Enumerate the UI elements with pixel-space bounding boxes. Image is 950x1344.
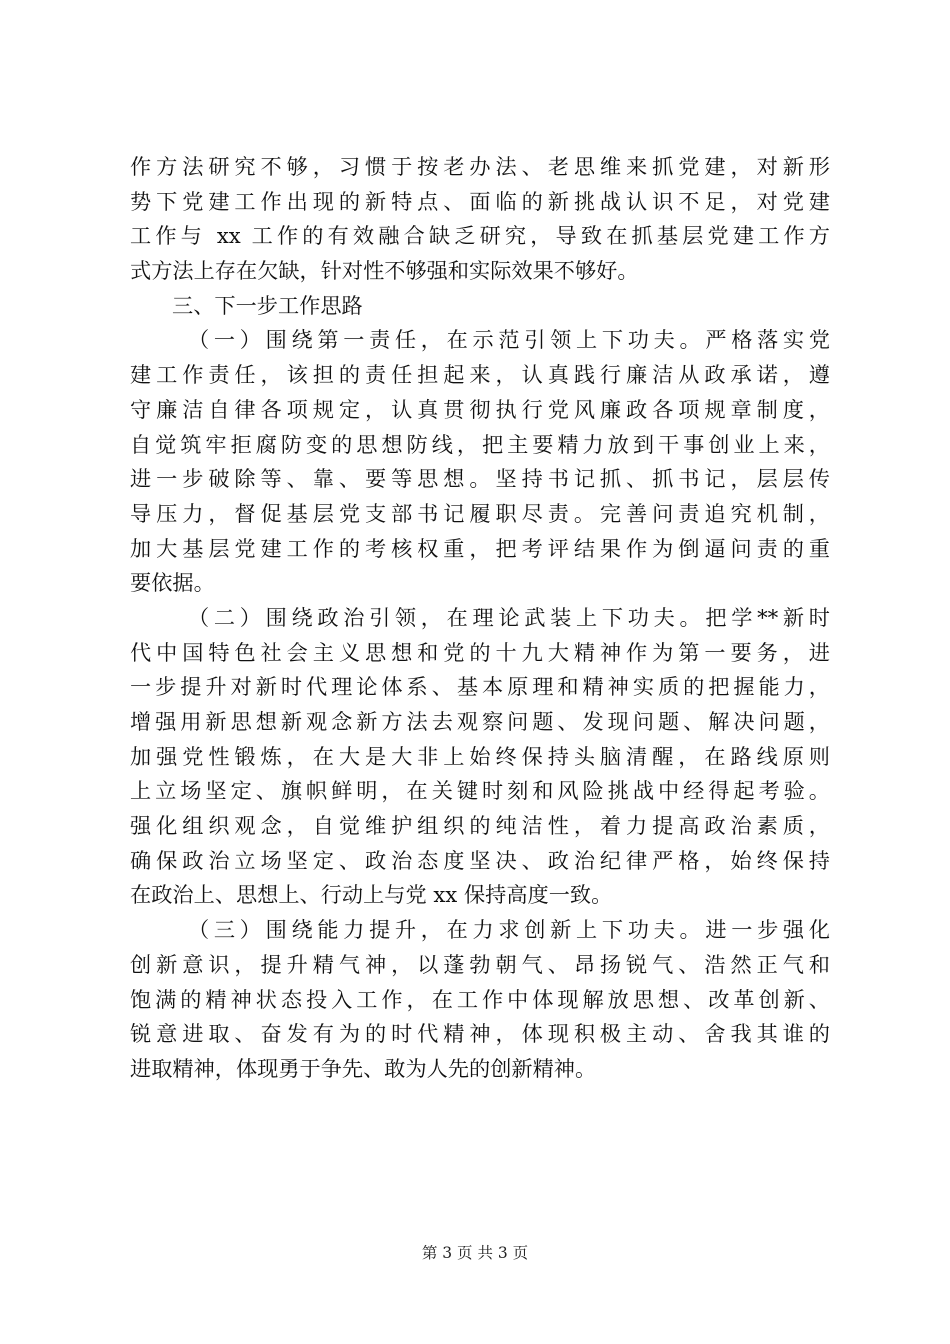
paragraph-line: 建工作责任，该担的责任担起来，认真践行廉洁从政承诺，遵: [130, 362, 830, 388]
paragraph-line: （三）围绕能力提升，在力求创新上下功夫。进一步强化: [188, 917, 830, 943]
paragraph-line: 一步提升对新时代理论体系、基本原理和精神实质的把握能力，: [130, 674, 830, 700]
paragraph-line: 要依据。: [130, 570, 215, 596]
paragraph-line: 饱满的精神状态投入工作，在工作中体现解放思想、改革创新、: [130, 986, 830, 1012]
paragraph-line: 上立场坚定、旗帜鲜明，在关键时刻和风险挑战中经得起考验。: [130, 778, 830, 804]
paragraph-line: 创新意识，提升精气神，以蓬勃朝气、昂扬锐气、浩然正气和: [130, 951, 830, 977]
paragraph-line: 式方法上存在欠缺，针对性不够强和实际效果不够好。: [130, 258, 639, 284]
section-heading: 三、下一步工作思路: [172, 292, 363, 318]
body-text: [130, 150, 830, 1087]
paragraph-line: 在政治上、思想上、行动上与党 xx 保持高度一致。: [130, 882, 613, 908]
paragraph-line: 加强党性锻炼，在大是大非上始终保持头脑清醒，在路线原则: [130, 743, 830, 769]
paragraph-line: 守廉洁自律各项规定，认真贯彻执行党风廉政各项规章制度，: [130, 396, 830, 422]
paragraph-line: 确保政治立场坚定、政治态度坚决、政治纪律严格，始终保持: [130, 847, 830, 873]
paragraph-line: 自觉筑牢拒腐防变的思想防线，把主要精力放到干事创业上来，: [130, 431, 830, 457]
paragraph-line: 势下党建工作出现的新特点、面临的新挑战认识不足，对党建: [130, 188, 830, 214]
paragraph-line: 作方法研究不够，习惯于按老办法、老思维来抓党建，对新形: [130, 154, 830, 179]
paragraph-line: 代中国特色社会主义思想和党的十九大精神作为第一要务，进: [130, 639, 830, 665]
paragraph-line: 进一步破除等、靠、要等思想。坚持书记抓、抓书记，层层传: [130, 466, 830, 492]
paragraph-line: 强化组织观念，自觉维护组织的纯洁性，着力提高政治素质，: [130, 813, 830, 839]
paragraph-line: 工作与 xx 工作的有效融合缺乏研究，导致在抓基层党建工作方: [130, 223, 830, 249]
paragraph-line: 增强用新思想新观念新方法去观察问题、发现问题、解决问题，: [130, 709, 830, 734]
paragraph-line: （一）围绕第一责任，在示范引领上下功夫。严格落实党: [188, 327, 830, 353]
paragraph-line: （二）围绕政治引领，在理论武装上下功夫。把学**新时: [188, 604, 830, 630]
paragraph-line: 加大基层党建工作的考核权重，把考评结果作为倒逼问责的重: [130, 535, 830, 561]
page-number-footer: 第 3 页 共 3 页: [421, 1244, 529, 1262]
paragraph-line: 锐意进取、奋发有为的时代精神，体现积极主动、舍我其谁的: [130, 1021, 830, 1047]
paragraph-line: 进取精神，体现勇于争先、敢为人先的创新精神。: [130, 1055, 597, 1081]
paragraph-line: 导压力，督促基层党支部书记履职尽责。完善问责追究机制，: [130, 500, 830, 526]
